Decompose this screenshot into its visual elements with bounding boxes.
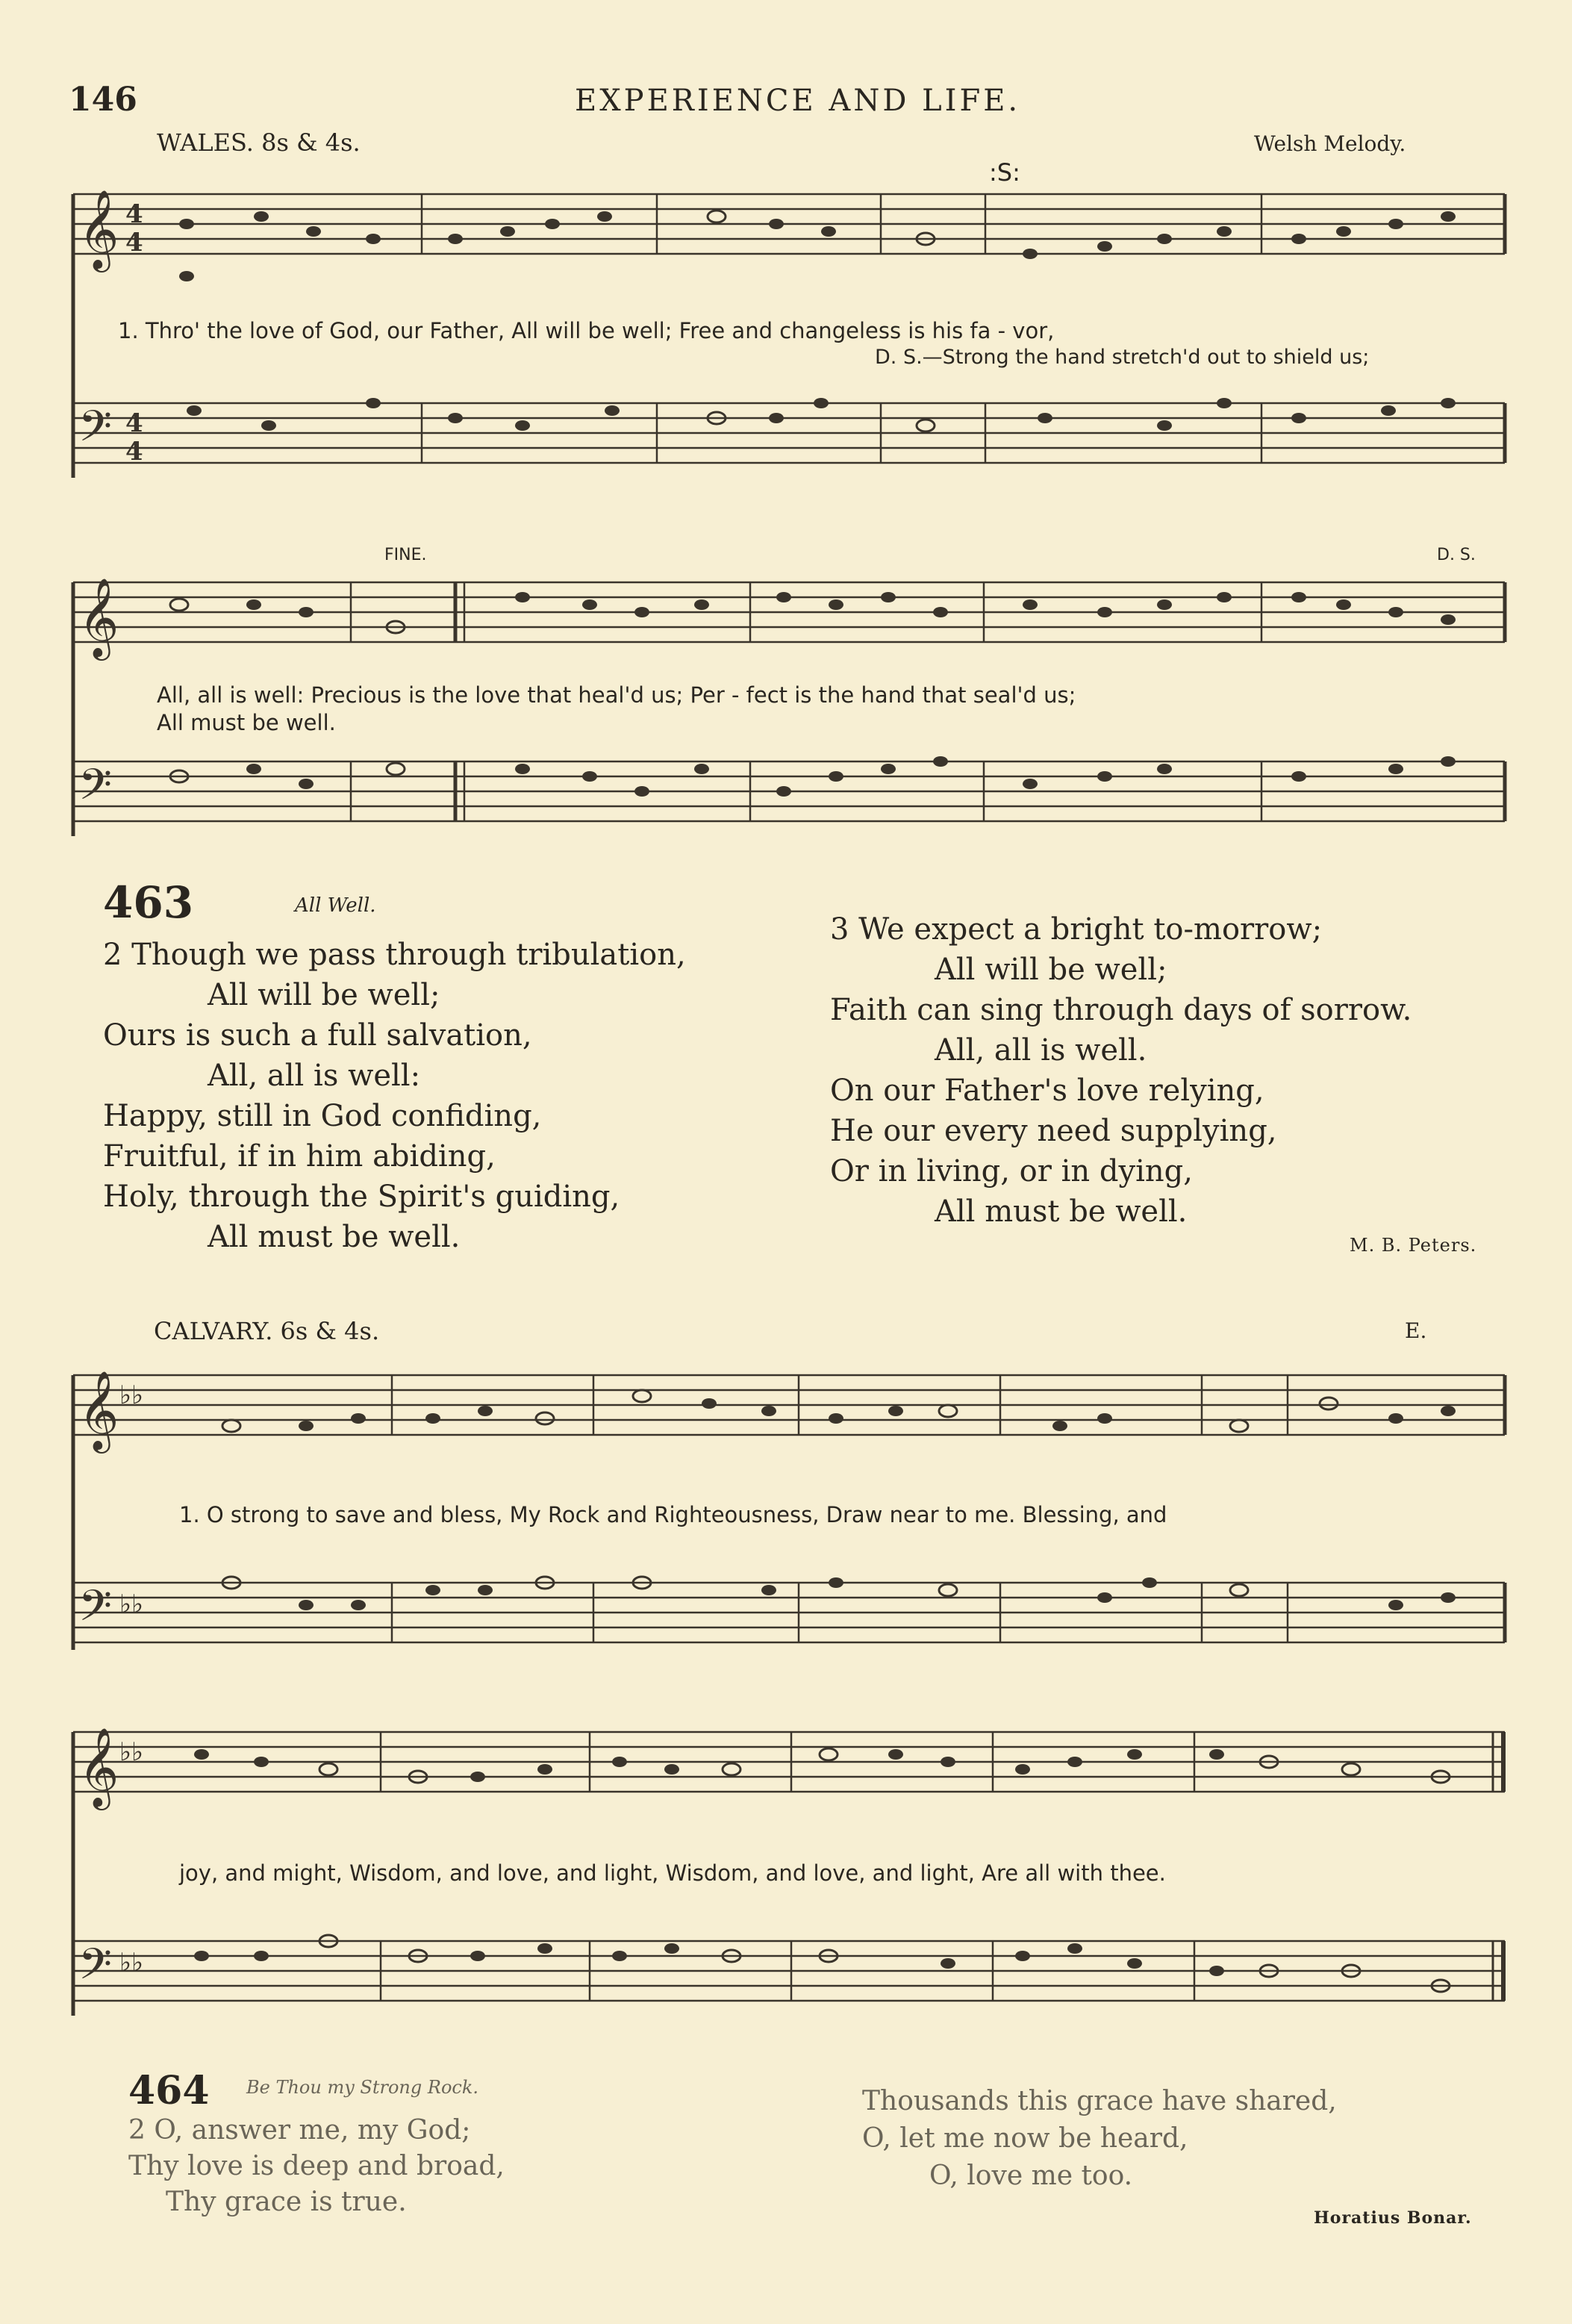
verse-line: On our Father's love relying,	[830, 1074, 1264, 1108]
verse-line: Thy love is deep and broad,	[128, 2151, 505, 2181]
lyric-wales-line1: 1. Thro' the love of God, our Father, All will be well; Free and changeless is his fa - vor,	[118, 318, 1055, 343]
lyric-wales-line1b: D. S.—Strong the hand stretch'd out to shield us;	[875, 346, 1370, 369]
tune-name-wales: WALES. 8s & 4s.	[157, 128, 361, 157]
verse-line: O, love me too.	[929, 2161, 1133, 2191]
segno-mark: :S:	[989, 158, 1020, 187]
verse-line: Thousands this grace have shared,	[862, 2086, 1337, 2116]
svg-text:𝄢: 𝄢	[78, 759, 113, 820]
verse-line: Fruitful, if in him abiding,	[103, 1139, 496, 1174]
hymn-subtitle-463: All Well.	[295, 894, 376, 917]
verse-line: Happy, still in God confiding,	[103, 1099, 542, 1133]
lyric-calvary-line1: 1. O strong to save and bless, My Rock and Righteousness, Draw near to me. Blessing, and	[179, 1502, 1167, 1527]
svg-text:𝄞: 𝄞	[78, 1727, 119, 1807]
fine-mark: FINE.	[384, 546, 427, 564]
svg-text:𝄢: 𝄢	[78, 1939, 113, 2000]
verse-line: 2 Though we pass through tribulation,	[103, 938, 686, 972]
svg-text:4: 4	[125, 228, 143, 258]
verse-line: 3 We expect a bright to-morrow;	[830, 912, 1323, 947]
tune-name-calvary: CALVARY. 6s & 4s.	[154, 1317, 380, 1345]
section-title: EXPERIENCE AND LIFE.	[575, 84, 1021, 118]
verse-line: All will be well;	[935, 953, 1167, 987]
svg-text:𝄢: 𝄢	[78, 1580, 113, 1642]
verse-line: Or in living, or in dying,	[830, 1154, 1193, 1189]
svg-text:𝄞: 𝄞	[78, 577, 119, 657]
verse-line: O, let me now be heard,	[862, 2123, 1188, 2154]
ds-mark: D. S.	[1437, 546, 1476, 564]
svg-text:♭♭: ♭♭	[119, 1380, 144, 1410]
verse-463-3	[830, 909, 1412, 1232]
author-464: Horatius Bonar.	[1314, 2208, 1472, 2228]
verse-line: Holy, through the Spirit's guiding,	[103, 1180, 620, 1214]
verse-line: Faith can sing through days of sorrow.	[830, 993, 1412, 1027]
verse-line: 2 O, answer me, my God;	[128, 2115, 471, 2146]
verse-463-2	[103, 935, 686, 1257]
author-463: M. B. Peters.	[1350, 1235, 1477, 1256]
page-number: 146	[69, 81, 137, 119]
svg-text:♭♭: ♭♭	[119, 1737, 144, 1767]
hymn-number-463: 463	[103, 877, 194, 928]
verse-line: All, all is well.	[935, 1033, 1147, 1068]
verse-line: Thy grace is true.	[166, 2187, 407, 2217]
svg-text:♭♭: ♭♭	[119, 1948, 144, 1978]
svg-text:4: 4	[125, 408, 143, 438]
lyric-calvary-line2: joy, and might, Wisdom, and love, and light, Wisdom, and love, and light, Are all with thee.	[179, 1860, 1166, 1886]
lyric-wales-line2b: All must be well.	[157, 710, 336, 735]
hymn-number-464: 464	[128, 2068, 210, 2113]
verse-line: Ours is such a full salvation,	[103, 1018, 532, 1053]
verse-line: All must be well.	[208, 1220, 461, 1254]
verse-line: All will be well;	[208, 978, 440, 1012]
tune-composer-calvary: E.	[1405, 1318, 1427, 1343]
svg-text:♭♭: ♭♭	[119, 1589, 144, 1619]
verse-464-2	[128, 2113, 505, 2220]
verse-line: All, all is well:	[208, 1059, 421, 1093]
verse-464-3	[862, 2083, 1337, 2195]
svg-text:4: 4	[125, 437, 143, 467]
verse-line: He our every need supplying,	[830, 1114, 1277, 1148]
verse-line: All must be well.	[935, 1194, 1188, 1229]
lyric-wales-line2: All, all is well: Precious is the love that heal'd us; Per - fect is the hand that seal'd us;	[157, 682, 1076, 708]
svg-text:𝄞: 𝄞	[78, 1370, 119, 1450]
svg-text:𝄢: 𝄢	[78, 401, 113, 462]
svg-text:𝄞: 𝄞	[78, 189, 119, 269]
hymn-subtitle-464: Be Thou my Strong Rock.	[246, 2077, 479, 2098]
tune-composer-wales: Welsh Melody.	[1254, 131, 1406, 156]
svg-text:4: 4	[125, 199, 143, 229]
